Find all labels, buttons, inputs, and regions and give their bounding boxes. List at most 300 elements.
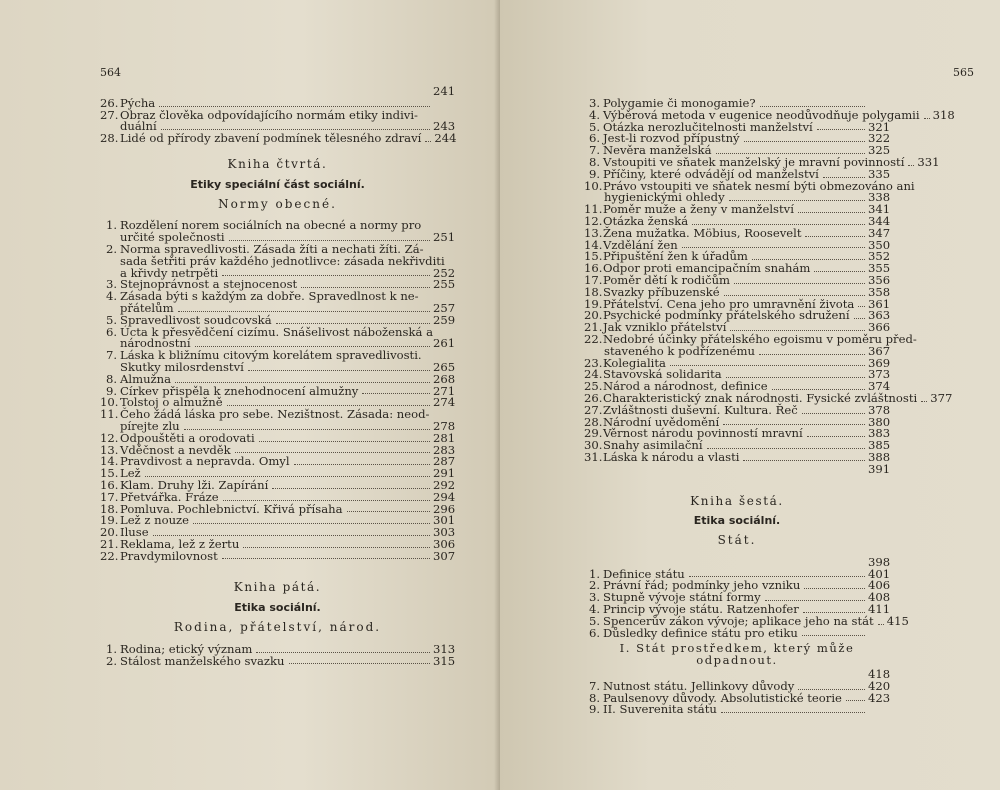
toc-title: Princip vývoje státu. Ratzenhofer [603, 602, 799, 617]
toc-title: hygienickými ohledy [604, 190, 725, 205]
leader-dots [229, 240, 430, 241]
toc-number: 13. [584, 225, 603, 240]
toc-number: 12. [100, 430, 119, 445]
book-heading: Kniha šestá. [690, 493, 784, 508]
toc-entry [100, 350, 455, 374]
toc-page: 294 [433, 489, 456, 504]
leader-dots [259, 441, 430, 442]
toc-number: 24. [584, 367, 603, 382]
toc-title: Zásada býti s každým za dobře. Spravedlnost k ne- [120, 289, 419, 304]
toc-title: Reklama, lež z žertu [120, 536, 240, 551]
leader-dots [921, 401, 927, 402]
subheading: I. Stát prostředkem, který může odpadnout. [619, 641, 855, 668]
toc-title: Nevěra manželská [603, 143, 712, 158]
section-heading: Normy obecné. [218, 196, 337, 211]
toc-number: 22. [584, 331, 603, 346]
toc-page: 303 [433, 525, 456, 540]
toc-page: 307 [433, 548, 456, 563]
toc-title: Pravdymilovnost [120, 548, 218, 563]
toc-page: 347 [868, 225, 891, 240]
leader-dots [817, 129, 865, 130]
toc-page: 322 [868, 131, 891, 146]
toc-title: Láska k národu a vlasti [603, 449, 740, 464]
toc-title: Přátelství. Cena jeho pro umravnění života [603, 296, 855, 311]
leader-dots [272, 488, 430, 489]
leader-dots [347, 511, 431, 512]
toc-number: 25. [584, 379, 603, 394]
toc-title: II. Suverenita státu [603, 702, 717, 717]
toc-number: 7. [588, 143, 600, 158]
leader-dots [878, 624, 884, 625]
toc-page: 283 [433, 442, 456, 457]
toc-page: 374 [868, 379, 891, 394]
leader-dots [730, 330, 865, 331]
leader-dots [858, 306, 865, 307]
toc-number: 1. [105, 218, 117, 233]
toc-title: Tolstoj o almužně [120, 395, 223, 410]
book-title: Etiky speciální část sociální. [190, 177, 365, 191]
toc-entry [584, 704, 890, 716]
toc-number: 20. [584, 308, 603, 323]
toc-title: Úcta k přesvědčení cizímu. Snášelivost náboženská a [120, 324, 433, 339]
toc-number: 3. [588, 96, 600, 110]
toc-entry [584, 625, 890, 640]
toc-line [584, 449, 891, 464]
toc-page: 325 [868, 143, 891, 158]
toc-page: 423 [868, 690, 891, 705]
toc-title: Otázka nerozlučitelnosti manželství [603, 119, 813, 134]
toc-page: 241 [433, 84, 456, 98]
toc-line [584, 704, 890, 716]
toc-title: Národ a národnost, definice [603, 379, 768, 394]
toc-number: 9. [105, 383, 117, 398]
toc-title: Připuštění žen k úřadům [603, 249, 748, 264]
toc-number: 17. [584, 272, 603, 287]
section-heading: Stát. [717, 533, 757, 548]
leader-dots [759, 354, 865, 355]
toc-block [584, 554, 909, 640]
leader-dots [692, 224, 865, 225]
toc-page: 415 [886, 613, 909, 628]
book-title: Etika sociální. [234, 601, 321, 615]
toc-number: 21. [100, 536, 119, 551]
toc-entry [100, 291, 455, 315]
leader-dots [723, 424, 865, 425]
toc-page: 244 [434, 131, 457, 146]
toc-title: Poměr dětí k rodičům [603, 272, 731, 287]
toc-page: 251 [433, 230, 456, 245]
page-number-left: 564 [100, 66, 121, 79]
toc-page: 366 [868, 320, 891, 335]
leader-dots [924, 118, 930, 119]
toc-page: 388 [868, 449, 891, 464]
toc-title: Zvláštnosti duševní. Kultura. Řeč [603, 402, 798, 417]
toc-number: 7. [588, 678, 600, 693]
toc-block [100, 86, 455, 145]
toc-entry [100, 515, 455, 527]
toc-line [584, 625, 890, 640]
toc-title: Vzdělání žen [603, 237, 678, 252]
toc-title: Svazky příbuzenské [603, 284, 720, 299]
leader-dots [846, 700, 865, 701]
toc-title: určité společnosti [120, 230, 225, 245]
toc-page: 373 [868, 367, 891, 382]
toc-title: duální [120, 119, 157, 134]
toc-number: 6. [588, 625, 600, 640]
toc-title: národnostní [120, 336, 191, 351]
toc-page: 321 [868, 119, 891, 134]
toc-page: 261 [433, 336, 456, 351]
leader-dots [752, 259, 865, 260]
toc-page: 338 [868, 190, 891, 205]
toc-number: 2. [588, 578, 600, 593]
toc-entry [584, 178, 915, 205]
toc-page: 363 [868, 308, 891, 323]
leader-dots [743, 460, 865, 461]
toc-page-only [584, 461, 891, 476]
toc-number: 18. [584, 284, 603, 299]
toc-title: Otázka ženská [603, 213, 689, 228]
toc-title: Lež [120, 466, 141, 481]
leader-dots [765, 600, 865, 601]
leader-dots [908, 165, 914, 166]
toc-line [100, 133, 455, 145]
toc-number: 4. [588, 107, 600, 122]
leader-dots [721, 712, 865, 713]
toc-title: Vstoupiti ve sňatek manželský je mravní povinností [603, 154, 905, 169]
toc-number: 5. [588, 119, 600, 134]
toc-right [584, 96, 955, 717]
toc-number: 10. [100, 395, 119, 410]
toc-title: Přetvářka. Fráze [120, 489, 219, 504]
toc-page: 411 [868, 602, 891, 617]
toc-title: přátelům [120, 300, 174, 315]
toc-page: 352 [868, 249, 891, 264]
toc-page: 383 [868, 426, 891, 441]
toc-title: Odpouštěti a orodovati [120, 430, 255, 445]
toc-title: Almužna [120, 371, 172, 386]
toc-entry [100, 324, 456, 351]
toc-page: 420 [868, 678, 891, 693]
leader-dots [682, 247, 865, 248]
toc-number: 16. [584, 261, 603, 276]
leader-dots [161, 129, 430, 130]
toc-page: 355 [868, 261, 891, 276]
toc-number: 19. [100, 513, 119, 528]
toc-title: Polygamie či monogamie? [603, 96, 756, 110]
toc-entry [100, 241, 456, 280]
toc-page: 331 [917, 154, 940, 169]
book-heading: Kniha čtvrtá. [227, 156, 328, 171]
toc-title: Stálost manželského svazku [120, 653, 285, 668]
toc-title: Odpor proti emancipačním snahám [603, 261, 811, 276]
toc-number: 8. [588, 154, 600, 169]
toc-title: Iluse [120, 525, 149, 540]
toc-number: 1. [588, 566, 600, 581]
toc-entry [100, 456, 455, 468]
toc-title: Norma spravedlivosti. Zásada žíti a nechati žíti. Zá- [120, 241, 424, 256]
toc-number: 15. [100, 466, 119, 481]
toc-number: 22. [100, 548, 119, 563]
toc-page: 268 [433, 371, 456, 386]
leader-dots [159, 106, 430, 107]
toc-number: 8. [588, 690, 600, 705]
book-title: Etika sociální. [693, 514, 781, 528]
leader-dots [362, 393, 430, 394]
toc-title: Pomluva. Pochlebnictví. Křivá přísaha [120, 501, 343, 516]
toc-page: 278 [433, 418, 456, 433]
toc-number: 2. [105, 241, 117, 256]
toc-title: Pravdivost a nepravda. Omyl [120, 454, 290, 469]
toc-title: Stejnoprávnost a stejnocenost [120, 277, 298, 292]
leader-dots [243, 547, 430, 548]
toc-number: 6. [588, 131, 600, 146]
toc-page: 255 [433, 277, 456, 292]
toc-page: 287 [433, 454, 456, 469]
leader-dots [823, 177, 865, 178]
leader-dots [805, 236, 865, 237]
toc-number: 3. [105, 277, 117, 292]
toc-line [100, 548, 456, 563]
toc-number: 16. [100, 477, 119, 492]
toc-title: Lež z nouze [120, 513, 190, 528]
leader-dots [760, 106, 865, 107]
toc-title: Láska k bližnímu citovým korelátem spravedlivosti. [120, 348, 422, 363]
toc-page: 406 [868, 578, 891, 593]
toc-number: 27. [584, 402, 603, 417]
toc-title: Poměr muže a ženy v manželství [603, 202, 794, 217]
toc-entry [100, 220, 455, 244]
leader-dots [153, 535, 430, 536]
toc-block [584, 96, 955, 476]
toc-line [100, 515, 455, 527]
leader-dots [276, 323, 430, 324]
toc-block [100, 220, 455, 562]
toc-page: 378 [868, 402, 891, 417]
toc-page: 377 [930, 390, 953, 405]
toc-entry [584, 449, 891, 464]
toc-number: 28. [584, 414, 603, 429]
toc-entry [100, 653, 456, 668]
leader-dots [798, 689, 865, 690]
toc-line [100, 653, 456, 668]
toc-page: 361 [868, 296, 891, 311]
leader-dots [744, 141, 865, 142]
toc-title: Věrnost národu povinností mravní [603, 426, 803, 441]
toc-title: Lidé od přírody zbavení podmínek tělesného zdraví [120, 131, 422, 146]
toc-entry [100, 409, 455, 433]
toc-title: Charakteristický znak národnosti. Fysické zvláštnosti [603, 390, 918, 405]
toc-number: 26. [584, 390, 603, 405]
toc-title: Rozdělení norem sociálních na obecné a normy pro [120, 218, 422, 233]
toc-number: 5. [588, 613, 600, 628]
toc-page: 252 [433, 265, 456, 280]
leader-dots [804, 588, 865, 589]
toc-page: 391 [868, 461, 891, 476]
leader-dots [854, 318, 865, 319]
leader-dots [803, 612, 865, 613]
toc-title: Důsledky definice státu pro etiku [603, 625, 798, 640]
toc-page: 315 [433, 653, 456, 668]
leader-dots [256, 652, 430, 653]
toc-number: 5. [105, 312, 117, 327]
toc-number: 9. [588, 702, 600, 717]
toc-number: 3. [588, 590, 600, 605]
leader-dots [425, 141, 431, 142]
toc-page: 398 [868, 554, 891, 569]
toc-number: 21. [584, 320, 603, 335]
toc-title: Spravedlivost soudcovská [120, 312, 272, 327]
toc-title: Církev přispěla k znehodnocení almužny [120, 383, 359, 398]
toc-page: 335 [868, 166, 891, 181]
leader-dots [222, 558, 430, 559]
toc-page: 380 [868, 414, 891, 429]
toc-title: Příčiny, které odvádějí od manželství [603, 166, 819, 181]
toc-title: Nedobré účinky přátelského egoismu v poměru před- [603, 331, 917, 346]
toc-block [584, 669, 890, 716]
toc-page: 418 [868, 667, 891, 682]
leader-dots [802, 413, 865, 414]
leader-dots [193, 523, 430, 524]
toc-title: staveného k podřízenému [604, 343, 755, 358]
leader-dots [175, 382, 430, 383]
section-heading: Rodina, přátelství, národ. [173, 620, 382, 635]
leader-dots [223, 500, 430, 501]
toc-page: 367 [868, 343, 891, 358]
leader-dots [689, 576, 865, 577]
toc-number: 4. [105, 289, 117, 304]
toc-page: 344 [868, 213, 891, 228]
toc-entry [100, 133, 455, 145]
toc-page: 257 [433, 300, 456, 315]
leader-dots [289, 663, 430, 664]
toc-title: Stavovská solidarita [603, 367, 722, 382]
leader-dots [716, 153, 866, 154]
toc-title: Právní řád; podmínky jeho vzniku [603, 578, 801, 593]
leader-dots [798, 212, 865, 213]
toc-page: 356 [868, 272, 891, 287]
leader-dots [301, 287, 430, 288]
toc-number: 23. [584, 355, 603, 370]
toc-title: Jak vzniklo přátelství [603, 320, 727, 335]
toc-title: Obraz člověka odpovídajícího normám etiky indivi- [120, 107, 418, 122]
toc-entry [100, 548, 456, 563]
leader-dots [807, 436, 865, 437]
toc-title: Snahy asimilační [603, 438, 703, 453]
toc-page: 281 [433, 430, 456, 445]
toc-title: Rodina; etický význam [120, 641, 253, 656]
toc-number: 14. [584, 237, 603, 252]
toc-page: 265 [433, 359, 456, 374]
toc-title: Definice státu [603, 566, 685, 581]
leader-dots [145, 476, 430, 477]
toc-page: 274 [433, 395, 456, 410]
toc-page: 292 [433, 477, 456, 492]
toc-page: 306 [433, 536, 456, 551]
toc-number: 19. [584, 296, 603, 311]
toc-number: 2. [105, 653, 117, 668]
toc-number: 1. [105, 641, 117, 656]
leader-dots [248, 370, 430, 371]
toc-title: Vděčnost a nevděk [120, 442, 231, 457]
leader-dots [195, 346, 430, 347]
toc-title: Psychické podmínky přátelského sdružení [603, 308, 850, 323]
toc-number: 11. [584, 202, 603, 217]
page-number-right: 565 [953, 66, 974, 79]
toc-page: 296 [433, 501, 456, 516]
toc-number: 29. [584, 426, 603, 441]
toc-page: 350 [868, 237, 891, 252]
toc-page: 313 [433, 641, 456, 656]
leader-dots [184, 429, 430, 430]
toc-number: 7. [105, 348, 117, 363]
toc-number: 18. [100, 501, 119, 516]
leader-dots [772, 389, 865, 390]
toc-number: 12. [584, 213, 603, 228]
toc-number: 28. [100, 131, 119, 146]
toc-page: 358 [868, 284, 891, 299]
toc-number: 20. [100, 525, 119, 540]
toc-title: sada šetřiti práv každého jednotlivce: zásada nekřivditi [120, 253, 445, 268]
toc-title: Právo vstoupiti ve sňatek nesmí býti obmezováno ani [603, 178, 915, 193]
toc-number: 6. [105, 324, 117, 339]
leader-dots [222, 275, 430, 276]
toc-number: 14. [100, 454, 119, 469]
toc-title: a křivdy netrpěti [120, 265, 219, 280]
right-page [500, 0, 1000, 790]
toc-page: 291 [433, 466, 456, 481]
toc-title: Čeho žádá láska pro sebe. Nezištnost. Zásada: neod- [120, 407, 430, 422]
leader-dots [729, 200, 865, 201]
toc-title: Stupně vývoje státní formy [603, 590, 761, 605]
toc-number: 9. [588, 166, 600, 181]
toc-page: 369 [868, 355, 891, 370]
toc-title: Pýcha [120, 95, 156, 110]
toc-left [100, 86, 455, 667]
leader-dots [802, 635, 865, 636]
leader-dots [227, 405, 430, 406]
toc-number: 31. [584, 449, 603, 464]
toc-block [100, 641, 456, 668]
toc-line [100, 456, 455, 468]
toc-title: Klam. Druhy lži. Zapírání [120, 477, 269, 492]
book-heading: Kniha pátá. [233, 580, 322, 595]
toc-number: 17. [100, 489, 119, 504]
toc-title: Paulsenovy důvody. Absolutistické teorie [603, 690, 842, 705]
toc-title: Jest-li rozvod přípustný [603, 131, 740, 146]
toc-title: Výběrová metoda v eugenice neodůvodňuje polygamii [603, 107, 920, 122]
toc-page: 259 [433, 312, 456, 327]
toc-page: 271 [433, 383, 456, 398]
leader-dots [734, 283, 865, 284]
toc-number: 10. [584, 178, 603, 193]
leader-dots [294, 464, 430, 465]
leader-dots [707, 448, 865, 449]
leader-dots [178, 311, 430, 312]
toc-number: 27. [100, 107, 119, 122]
toc-page: 385 [868, 438, 891, 453]
toc-page: 243 [433, 119, 456, 134]
toc-page: 301 [433, 513, 456, 528]
leader-dots [724, 295, 865, 296]
toc-entry [100, 107, 456, 134]
toc-entry [584, 331, 917, 358]
toc-title: Národní uvědomění [603, 414, 720, 429]
toc-page: 341 [868, 202, 891, 217]
toc-title: Nutnost státu. Jellinkovy důvody [603, 678, 795, 693]
leader-dots [670, 365, 865, 366]
leader-dots [726, 377, 865, 378]
